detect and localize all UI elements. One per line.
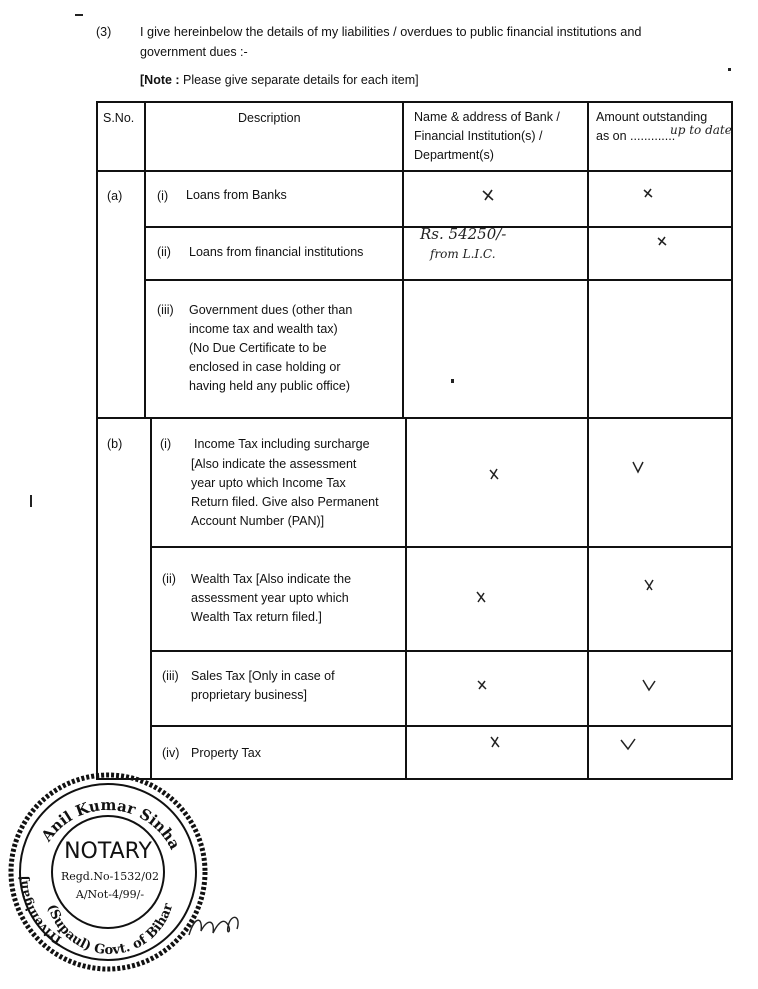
row-a-iii-line5: having held any public office) <box>189 379 350 393</box>
header-amount-line2: as on ............. <box>596 129 676 143</box>
seal-town: Triveniganj <box>16 875 66 949</box>
row-a-i-description: Loans from Banks <box>186 188 287 202</box>
row-divider <box>145 279 733 281</box>
seal-location: (Supaul) Govt. of Bihar <box>44 901 177 959</box>
notary-seal <box>6 770 210 974</box>
seal-regd: Regd.No-1532/02 <box>60 870 160 883</box>
header-bank-line2: Financial Institution(s) / <box>414 129 543 143</box>
scan-speck <box>75 14 83 16</box>
nil-mark <box>488 467 500 481</box>
row-b-iii-number: (iii) <box>162 669 179 683</box>
header-amount-line1: Amount outstanding <box>596 110 708 124</box>
row-b-iv-number: (iv) <box>162 746 180 760</box>
nil-mark <box>619 737 637 751</box>
row-b-ii-line1: Wealth Tax [Also indicate the <box>191 572 352 586</box>
handwritten-as-on-date: up to date <box>670 123 732 137</box>
row-b-i-line5: Account Number (PAN)] <box>191 514 325 528</box>
row-a-i-number: (i) <box>157 189 169 203</box>
header-bank-line3: Department(s) <box>414 148 494 162</box>
nil-mark <box>489 735 501 749</box>
row-a-ii-description: Loans from financial institutions <box>189 245 364 259</box>
seal-name: Anil Kumar Sinha <box>37 795 184 853</box>
nil-mark <box>475 590 487 604</box>
seal-title: NOTARY <box>64 839 152 864</box>
handwritten-loan-amount: Rs. 54250/- <box>420 225 507 243</box>
row-a-iii-line3: (No Due Certificate to be <box>189 341 327 355</box>
row-b-ii-line2: assessment year upto which <box>191 591 349 605</box>
nil-mark <box>641 678 657 692</box>
table-border-right <box>731 101 733 780</box>
section-number: (3) <box>96 25 112 39</box>
row-b-i-number: (i) <box>160 437 172 451</box>
nil-mark <box>656 235 668 247</box>
row-divider <box>96 417 733 419</box>
row-b-iv-description: Property Tax <box>191 746 261 760</box>
nil-mark <box>631 460 645 474</box>
row-b-ii-line3: Wealth Tax return filed.] <box>191 610 322 624</box>
header-bank-line1: Name & address of Bank / <box>414 110 560 124</box>
row-a-iii-line1: Government dues (other than <box>189 303 353 317</box>
nil-mark <box>643 578 655 592</box>
row-b-i-line2: [Also indicate the assessment <box>191 457 357 471</box>
nil-mark <box>642 187 654 199</box>
header-description: Description <box>238 111 301 125</box>
row-divider <box>150 650 733 652</box>
note-label: [Note : <box>140 73 180 87</box>
handwritten-loan-source: from L.I.C. <box>430 247 496 261</box>
notary-signature <box>185 905 245 945</box>
row-a-iii-number: (iii) <box>157 303 174 317</box>
header-sno: S.No. <box>103 111 135 125</box>
scan-speck <box>728 68 731 71</box>
col-divider-sno <box>144 101 146 419</box>
svg-text:(Supaul) Govt. of Bihar <box>44 902 176 958</box>
row-b-i-line1: Income Tax including surcharge <box>194 437 370 451</box>
col-divider-desc <box>402 101 404 419</box>
intro-line-1: I give hereinbelow the details of my liabilities / overdues to public financial institutions and <box>140 25 642 39</box>
intro-line-2: government dues :- <box>140 45 248 59</box>
row-a-iii-line2: income tax and wealth tax) <box>189 322 338 336</box>
row-a-iii-line4: enclosed in case holding or <box>189 360 341 374</box>
row-a-ii-number: (ii) <box>157 245 171 259</box>
row-b-iii-line2: proprietary business] <box>191 688 308 702</box>
nil-mark <box>476 679 488 691</box>
table-border-top <box>96 101 733 103</box>
table-border-left <box>96 101 98 780</box>
header-divider <box>96 170 733 172</box>
ink-dot <box>451 379 454 383</box>
row-b-i-line3: year upto which Income Tax <box>191 476 346 490</box>
row-a-sno: (a) <box>107 189 123 203</box>
col-divider-bank <box>587 101 589 780</box>
row-b-sno: (b) <box>107 437 123 451</box>
col-divider-sno <box>150 417 152 780</box>
row-b-i-line4: Return filed. Give also Permanent <box>191 495 379 509</box>
row-divider <box>150 546 733 548</box>
seal-ref: A/Not-4/99/- <box>75 888 145 901</box>
row-divider <box>150 725 733 727</box>
note-text: Please give separate details for each item] <box>179 73 419 87</box>
row-b-iii-line1: Sales Tax [Only in case of <box>191 669 335 683</box>
col-divider-desc <box>405 417 407 780</box>
nil-mark <box>481 188 495 202</box>
row-b-ii-number: (ii) <box>162 572 176 586</box>
scan-speck <box>30 495 32 507</box>
note-line <box>140 71 419 90</box>
